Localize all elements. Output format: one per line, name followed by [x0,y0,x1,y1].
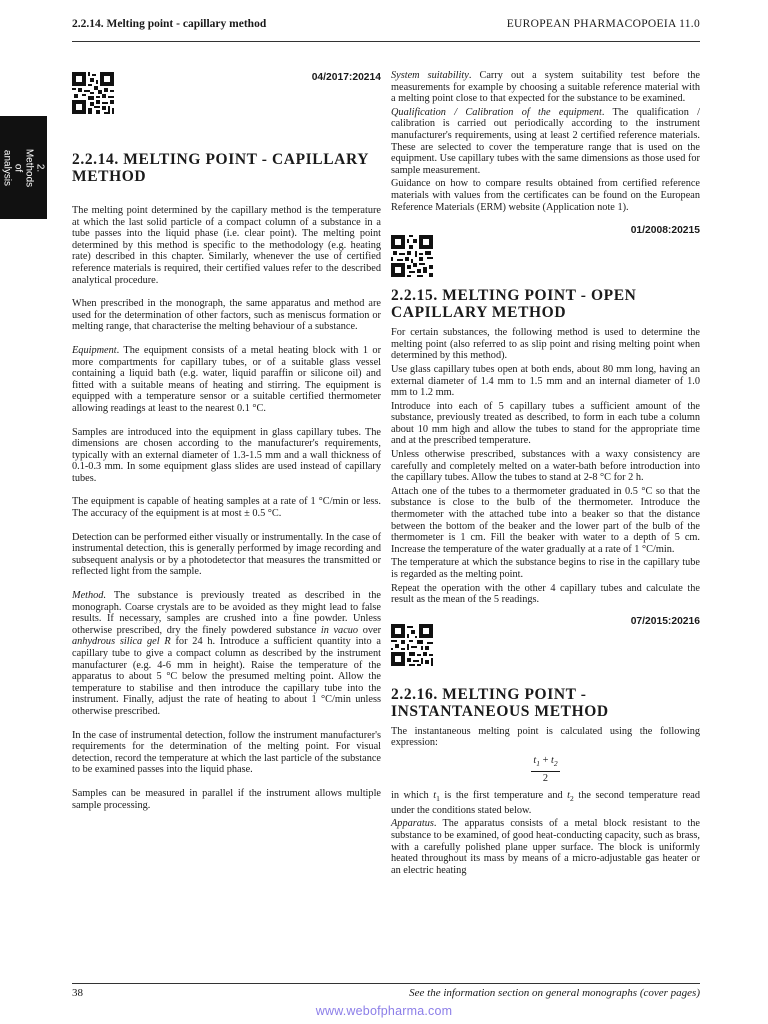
running-header [72,18,700,38]
paragraph: For certain substances, the following method is used to determine the melting point (also referred to as slip point and rising melting point when determined by this method). [391,327,700,362]
variable-t: t [550,754,554,766]
paragraph-apparatus [391,818,700,876]
paragraph: In the case of instrumental detection, follow the instrument manufacturer's requirements for the determination of the melting point. For visual detection, record the temperature at which the last particle of the substance to be examined passes into the liquid phase. [72,729,381,776]
paragraph-text: . The equipment consists of a metal heating block with 1 or more compartments for capillary tubes, or of a suitable glass vessel containing a liquid bath (e.g. water, liquid paraffin or silicone oil) and fitted with a suitable means of heating and stirring. The equipment is equipped with a temperature sensor or a suitable certified thermometer allowing readings at least to the nearest 0.1 °C. [72,344,381,414]
monograph-id: 07/2015:20216 [630,615,700,627]
paragraph-text: for 24 h. Introduce a sufficient quantity into a capillary tube to give a compact column as described by the instrument manufacturer (e.g. 4-6 mm in height). Raise the temperature of the apparatus to about 5 °C below the presumed melting point. Allow the temperature to stabilise and then introduce the capillary tube into the instrument. Finally, adjust the rate of heating to about 1 °C/min unless otherwise prescribed. [72,636,381,717]
paragraph-text: over [358,624,382,636]
watermark-url: www.webofpharma.com [315,1004,453,1018]
page-number: 38 [72,987,83,999]
footer-note: See the information section on general monographs (cover pages) [409,987,700,999]
section-id-line [391,616,700,666]
operator-plus: + [540,754,551,766]
side-tab-label: 2. Methods of analysis [1,148,46,187]
paragraph: Use glass capillary tubes open at both ends, about 80 mm long, having an external diameter of 1.4 mm to 1.5 mm and an internal diameter of 1.0 mm to 1.2 mm. [391,363,700,399]
run-in-heading: Qualification / Calibration of the equipment [391,106,602,118]
variable-t: t [433,790,437,802]
paragraph: The temperature at which the substance begins to rise in the capillary tube is regarded as the melting point. [391,557,700,580]
paragraph: Repeat the operation with the other 4 capillary tubes and calculate the result as the mean of the 5 readings. [391,582,700,606]
subscript: 1 [436,794,440,804]
paragraph-text: in which [391,790,434,802]
paragraph-equipment [72,345,381,415]
footer-divider [72,983,700,984]
paragraph-text: The substance is previously treated as described in the monograph. Coarse crystals are to be avoided as they might lead to false results. If necessary, samples are crushed into a fine powder. Unless otherwise prescribed, dry the finely powdered substance [72,590,381,636]
section-title-2-2-16: 2.2.16. MELTING POINT - INSTANTANEOUS METHOD [391,685,609,720]
paragraph: Samples are introduced into the equipment in glass capillary tubes. The dimensions are chosen according to the manufacturer's requirements, typically with an external diameter of 1.3-1.5 mm and a wall thickness of 0.1-0.3 mm. In some equipment glass slides are used instead of capillary tubes. [72,426,381,484]
section-title-2-2-14: 2.2.14. MELTING POINT - CAPILLARY METHOD [72,151,369,185]
qr-code-icon [391,235,433,277]
paragraph: Unless otherwise prescribed, substances with a waxy consistency are carefully and completely melted on a water-bath before introduction into the capillary tubes. Allow the tubes to stand at 2-8 °C for 2 h. [391,449,700,484]
monograph-id: 01/2008:20215 [630,225,700,237]
italic-term: in vacuo [320,624,359,636]
variable-t: t [533,754,537,766]
section-side-tab [0,116,47,219]
paragraph-system-suitability [391,70,700,105]
fraction-denominator: 2 [542,772,549,784]
paragraph: The instantaneous melting point is calculated using the following expression: [391,725,700,749]
subscript: 1 [536,759,541,769]
paragraph: When prescribed in the monograph, the same apparatus and method are used for the determination of other factors, such as meniscus formation or melting range, that characterise the melting behaviour of a substance. [72,298,381,333]
section-title-2-2-15: 2.2.15. MELTING POINT - OPEN CAPILLARY METHOD [391,287,637,322]
paragraph: Introduce into each of 5 capillary tubes a sufficient amount of the substance, previously treated as described, to form in each tube a column about 10 mm high and allow the tubes to stand for the appropriate time and at the prescribed temperature. [391,400,700,447]
run-in-heading: Equipment [72,344,117,356]
variable-t: t [567,790,571,802]
fraction [531,755,559,784]
subscript: 2 [553,759,558,769]
paragraph-text: the second temperature read under the conditions stated below. [391,790,700,816]
paragraph-text: . The qualification / calibration is carried out periodically according to the instrument manufacturer's requirements, using at least 2 certified reference materials. These are selected to cover the temperature range that is used on the equipment. Use capillary tubes with the same dimensions as those used for sample measurement. [391,106,700,176]
header-chapter-title: 2.2.14. Melting point - capillary method [72,18,267,30]
paragraph: The melting point determined by the capillary method is the temperature at which the last solid particle of a compact column of a substance in a tube passes into the liquid phase (i.e. clear point). The melting point determined by this method is specific to the methodology (e.g. heating rate) described in this chapter. Similarly, whenever the use of certified reference materials is required, their certified values refer to the described analytical procedure. [72,205,381,286]
formula-mean-temperature [391,755,700,784]
paragraph-text: . The apparatus consists of a metal block resistant to the substance to be examined, of good heat-conducting capacity, such as brass, with a carefully polished plane upper surface. The block is uniformly heated throughout its mass by means of a micro-adjustable gas heater or an electric heating [391,818,700,876]
section-id-line [391,225,700,277]
paragraph-method [72,590,381,718]
monograph-id: 04/2017:20214 [311,72,381,83]
fraction-numerator [531,755,559,772]
page-footer [72,987,700,999]
paragraph-formula-explanation [391,790,700,816]
run-in-heading: System suitability [391,70,469,81]
paragraph-text: . Carry out a system suitability test before the measurements for example by choosing a suitable reference material with a melting point close to that expected for the substance to be examined. [391,70,700,105]
paragraph-qualification [391,107,700,177]
paragraph: Samples can be measured in parallel if the instrument allows multiple sample processing. [72,787,381,811]
left-column [72,72,381,811]
paragraph: Detection can be performed either visually or instrumentally. In the case of instrumental detection, this is generally performed by image recording and subsequent analysis or by a photodetector that measures the transmitted or reflected light from the sample. [72,531,381,578]
subscript: 2 [570,794,574,804]
paragraph: The equipment is capable of heating samples at a rate of 1 °C/min or less. The accuracy of the equipment is at most ± 0.5 °C. [72,496,381,520]
qr-code-icon [72,72,114,114]
header-divider [72,41,700,42]
run-in-heading: Apparatus [391,818,434,830]
italic-reagent: anhydrous silica gel R [72,636,171,648]
header-publication-title: EUROPEAN PHARMACOPOEIA 11.0 [506,18,700,30]
section-id-line [72,72,381,114]
qr-code-icon [391,624,433,666]
run-in-heading: Method. [72,590,107,602]
right-column [391,70,700,876]
paragraph: Guidance on how to compare results obtained from certified reference materials with values from the certificates can be found on the European Reference Materials (ERM) website (Application note 1). [391,178,700,213]
paragraph: Attach one of the tubes to a thermometer graduated in 0.5 °C so that the substance is close to the bulb of the thermometer. Introduce the thermometer with the attached tube into a beaker so that the distance between the bottom of the beaker and the lower part of the bulb of the thermometer is 1 cm. Fill the beaker with water to a depth of 5 cm. Increase the temperature of the water gradually at a rate of 1 °C/min. [391,485,700,555]
paragraph-text: is the first temperature and [439,790,568,802]
